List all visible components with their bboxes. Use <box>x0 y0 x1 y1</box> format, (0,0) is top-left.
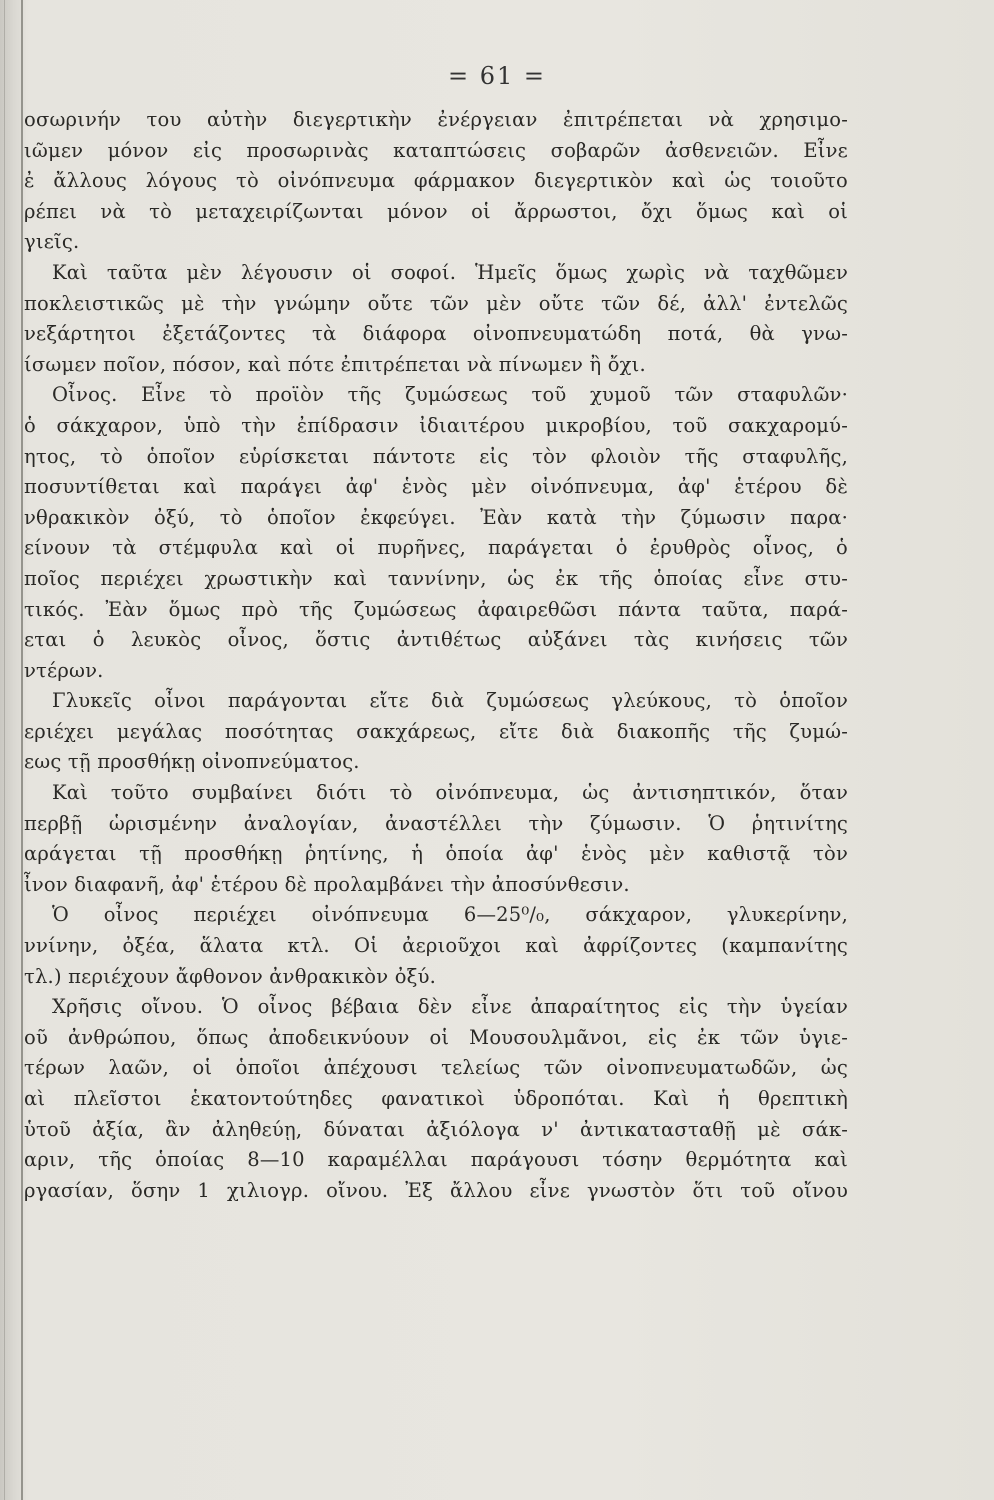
text-line: εται ὁ λευκὸς οἶνος, ὅστις ἀντιθέτως αὐξάνει τὰς κινήσεις τῶν <box>24 628 848 652</box>
text-line: αράγεται τῇ προσθήκῃ ῥητίνης, ἡ ὁποία ἀφ' ἑνὸς μὲν καθιστᾷ τὸν <box>24 842 848 866</box>
text-line: ποσυντίθεται καὶ παράγει ἀφ' ἑνὸς μὲν οἰνόπνευμα, ἀφ' ἑτέρου δὲ <box>24 475 848 499</box>
text-line: ὁ σάκχαρον, ὑπὸ τὴν ἐπίδρασιν ἰδιαιτέρου μικροβίου, τοῦ σακχαρομύ- <box>24 413 848 437</box>
text-line: εριέχει μεγάλας ποσότητας σακχάρεως, εἴτε διὰ διακοπῆς τῆς ζυμώ- <box>24 719 848 743</box>
text-line: Γλυκεῖς οἶνοι παράγονται εἴτε διὰ ζυμώσεως γλεύκους, τὸ ὁποῖον <box>52 689 848 713</box>
text-line: Ὁ οἶνος περιέχει οἰνόπνευμα 6—25⁰/₀, σάκχαρον, γλυκερίνην, <box>52 903 848 927</box>
text-line: νεξάρτητοι ἐξετάζοντες τὰ διάφορα οἰνοπνευματώδη ποτά, θὰ γνω- <box>24 322 848 346</box>
text-line: οῦ ἀνθρώπου, ὅπως ἀποδεικνύουν οἱ Μουσουλμᾶνοι, εἰς ἐκ τῶν ὑγιε- <box>24 1025 848 1049</box>
text-line: γιεῖς. <box>24 230 80 254</box>
text-line: ητος, τὸ ὁποῖον εὑρίσκεται πάντοτε εἰς τὸν φλοιὸν τῆς σταφυλῆς, <box>24 444 848 468</box>
text-line: ρέπει νὰ τὸ μεταχειρίζωνται μόνον οἱ ἄρρωστοι, ὄχι ὅμως καὶ οἱ <box>24 199 848 223</box>
page-number: = 61 = <box>447 62 546 90</box>
body-text <box>24 105 848 1206</box>
text-line: εως τῇ προσθήκῃ οἰνοπνεύματος. <box>24 750 360 774</box>
text-line: Καὶ τοῦτο συμβαίνει διότι τὸ οἰνόπνευμα, ὡς ἀντισηπτικόν, ὅταν <box>52 781 848 805</box>
text-line: Οἶνος. Εἶνε τὸ προϊὸν τῆς ζυμώσεως τοῦ χυμοῦ τῶν σταφυλῶν· <box>52 383 848 407</box>
text-line: περβῇ ὡρισμένην ἀναλογίαν, ἀναστέλλει τὴν ζύμωσιν. Ὁ ῥητινίτης <box>24 811 848 835</box>
text-line: ἶνον διαφανῆ, ἀφ' ἑτέρου δὲ προλαμβάνει τὴν ἀποσύνθεσιν. <box>24 872 630 896</box>
text-line: αριν, τῆς ὁποίας 8—10 καραμέλλαι παράγουσι τόσην θερμότητα καὶ <box>24 1148 848 1172</box>
text-line: Χρῆσις οἴνου. Ὁ οἶνος βέβαια δὲν εἶνε ἀπαραίτητος εἰς τὴν ὑγείαν <box>52 995 848 1019</box>
binding-shadow-line <box>21 0 23 1500</box>
text-line: ίσωμεν ποῖον, πόσον, καὶ πότε ἐπιτρέπεται νὰ πίνωμεν ἢ ὄχι. <box>24 352 646 376</box>
text-line: ργασίαν, ὅσην 1 χιλιογρ. οἴνου. Ἐξ ἄλλου εἶνε γνωστὸν ὅτι τοῦ οἴνου <box>24 1178 848 1202</box>
text-line: Καὶ ταῦτα μὲν λέγουσιν οἱ σοφοί. Ἡμεῖς ὅμως χωρὶς νὰ ταχθῶμεν <box>52 260 848 284</box>
text-line: ιῶμεν μόνον εἰς προσωρινὰς καταπτώσεις σοβαρῶν ἀσθενειῶν. Εἶνε <box>24 138 848 162</box>
text-line: τλ.) περιέχουν ἄφθονον ἀνθρακικὸν ὀξύ. <box>24 964 437 988</box>
text-line: ποῖος περιέχει χρωστικὴν καὶ ταννίνην, ὡς ἐκ τῆς ὁποίας εἶνε στυ- <box>24 566 848 590</box>
text-line: νθρακικὸν ὀξύ, τὸ ὁποῖον ἐκφεύγει. Ἐὰν κατὰ τὴν ζύμωσιν παρα· <box>24 505 848 529</box>
text-line: ἐ ἄλλους λόγους τὸ οἰνόπνευμα φάρμακον διεγερτικὸν καὶ ὡς τοιοῦτο <box>24 169 848 193</box>
binding-edge-line <box>4 0 5 1500</box>
text-line: τικός. Ἐὰν ὅμως πρὸ τῆς ζυμώσεως ἀφαιρεθῶσι πάντα ταῦτα, παρά- <box>24 597 848 621</box>
text-line: ποκλειστικῶς μὲ τὴν γνώμην οὔτε τῶν μὲν οὔτε τῶν δέ, ἀλλ' ἐντελῶς <box>24 291 848 315</box>
text-line: είνουν τὰ στέμφυλα καὶ οἱ πυρῆνες, παράγεται ὁ ἐρυθρὸς οἶνος, ὁ <box>24 536 848 560</box>
text-line: ὑτοῦ ἀξία, ἂν ἀληθεύῃ, δύναται ἀξιόλογα ν' ἀντικατασταθῇ μὲ σάκ- <box>24 1117 848 1141</box>
text-line: αὶ πλεῖστοι ἑκατοντούτηδες φανατικοὶ ὑδροπόται. Καὶ ἡ θρεπτικὴ <box>24 1087 848 1110</box>
text-line: ντέρων. <box>24 658 104 682</box>
text-line: τέρων λαῶν, οἱ ὁποῖοι ἀπέχουσι τελείως τῶν οἰνοπνευματωδῶν, ὡς <box>24 1056 848 1080</box>
text-line: ννίνην, ὀξέα, ἅλατα κτλ. Οἱ ἀεριοῦχοι καὶ ἀφρίζοντες (καμπανίτης <box>24 934 848 958</box>
text-line: οσωρινήν του αὐτὴν διεγερτικὴν ἐνέργειαν ἐπιτρέπεται νὰ χρησιμο- <box>24 108 848 131</box>
